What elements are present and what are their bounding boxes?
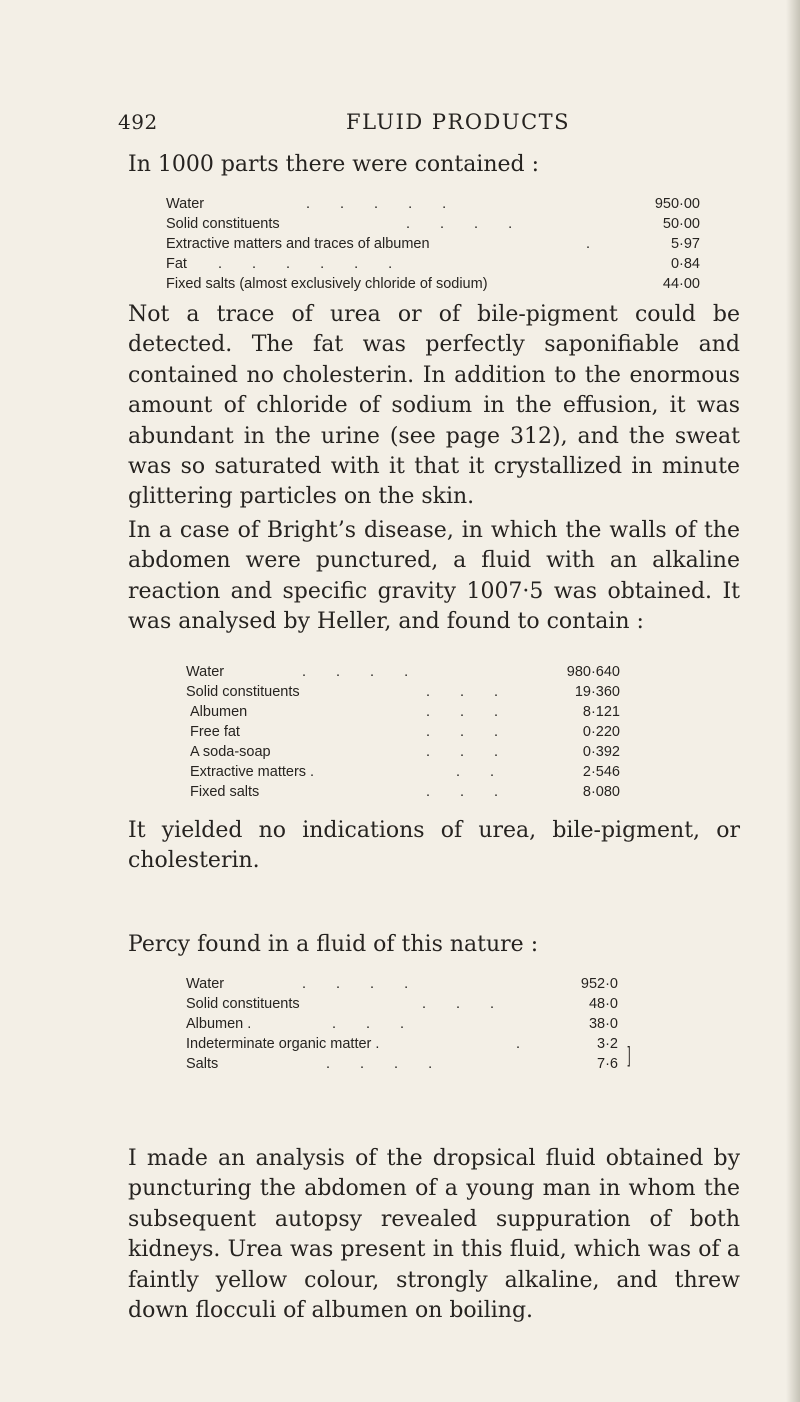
table-row: Salts .... 7·6 ]: [186, 1054, 618, 1074]
row-label: Water: [186, 664, 225, 680]
section2-paragraph: It yielded no indications of urea, bile-pigment, or cholesterin.: [128, 818, 740, 874]
table-row: Solid constituents .... 50·00: [166, 216, 700, 232]
row-label: Indeterminate organic matter .: [186, 1036, 380, 1052]
row-value: 44·00: [662, 276, 700, 292]
section3-intro: Percy found in a fluid of this nature :: [128, 932, 539, 957]
row-label: Fat: [166, 256, 187, 272]
section3-paragraph: I made an analysis of the dropsical fluid obtained by puncturing the abdomen of a young man in whom the subsequent autopsy revealed suppuration of both kidneys. Urea was present in this fluid, which was of a faintly yellow colour, strongly alkaline, and threw down flocculi of albumen on boiling.: [128, 1146, 740, 1324]
row-label: Albumen .: [186, 1016, 252, 1032]
running-head: FLUID PRODUCTS: [346, 110, 571, 134]
table-row: Albumen ... 8·121: [190, 704, 620, 720]
table-2: [186, 662, 620, 802]
row-label: Water: [166, 196, 205, 212]
table-row: Fat ...... 0·84: [166, 256, 700, 272]
row-label: Solid constituents: [166, 216, 280, 232]
row-value: 48·0: [588, 996, 618, 1012]
table-row: Solid constituents ... 48·0: [186, 996, 618, 1012]
row-value: 980·640: [566, 664, 620, 680]
table-3: [186, 974, 631, 1074]
table-1: [166, 194, 700, 294]
row-label: Salts: [186, 1056, 219, 1072]
row-label: Albumen: [190, 704, 248, 720]
table-row: [166, 274, 700, 294]
row-label: Water: [186, 976, 225, 992]
row-value: 50·00: [662, 216, 700, 232]
row-label: Solid constituents: [186, 684, 300, 700]
table-row: Extractive matters . .. 2·546: [190, 764, 620, 780]
row-value: 7·6: [597, 1056, 618, 1072]
row-value: 8·080: [582, 784, 620, 800]
row-value: 19·360: [574, 684, 620, 700]
row-label: Extractive matters and traces of albumen: [166, 236, 430, 252]
row-label: Fixed salts: [190, 784, 260, 800]
bracket-mark: ]: [627, 1042, 631, 1067]
row-value: 38·0: [588, 1016, 618, 1032]
row-label: Solid constituents: [186, 996, 300, 1012]
row-value: 950·00: [654, 196, 700, 212]
row-value: 8·121: [582, 704, 620, 720]
table-row: Water ..... 950·00: [166, 196, 700, 212]
section1-intro: In 1000 parts there were contained :: [128, 152, 540, 177]
row-value: 0·84: [670, 256, 700, 272]
table-row: Albumen . ... 38·0: [186, 1016, 618, 1032]
row-label: Fixed salts (almost exclusively chloride of sodium): [166, 276, 488, 292]
table-row: Water .... 952·0: [186, 976, 618, 992]
table-row: Indeterminate organic matter . . 3·2: [186, 1036, 618, 1052]
row-value: 2·546: [582, 764, 620, 780]
page-number: 492: [118, 110, 158, 134]
row-value: 5·97: [670, 236, 700, 252]
table-row: Free fat ... 0·220: [190, 724, 620, 740]
section2-intro: In a case of Bright’s disease, in which the walls of the abdomen were punctured, a fluid with an alkaline reaction and specific gravity 1007·5 was obtained. It was analysed by Heller, and found to contain :: [128, 518, 740, 635]
page-header: [118, 110, 740, 140]
row-label: Free fat: [190, 724, 240, 740]
table-row: Extractive matters and traces of albumen . 5·97: [166, 236, 700, 252]
row-value: 0·220: [582, 724, 620, 740]
row-value: 0·392: [582, 744, 620, 760]
page-edge-shadow: [786, 0, 800, 1402]
row-label: Extractive matters .: [190, 764, 315, 780]
table-row: Water .... 980·640: [186, 664, 620, 680]
section1-paragraph: Not a trace of urea or of bile-pigment could be detected. The fat was perfectly saponifiable and contained no cholesterin. In addition to the enormous amount of chloride of sodium in the effusion, it was abundant in the urine (see page 312), and the sweat was so saturated with it that it crystallized in minute glittering particles on the skin.: [128, 302, 740, 510]
table-row: A soda-soap ... 0·392: [190, 744, 620, 760]
row-label: A soda-soap: [190, 744, 271, 760]
row-value: 3·2: [597, 1036, 618, 1052]
row-value: 952·0: [580, 976, 618, 992]
table-row: Solid constituents ... 19·360: [186, 684, 620, 700]
table-row: Fixed salts ... 8·080: [190, 784, 620, 800]
